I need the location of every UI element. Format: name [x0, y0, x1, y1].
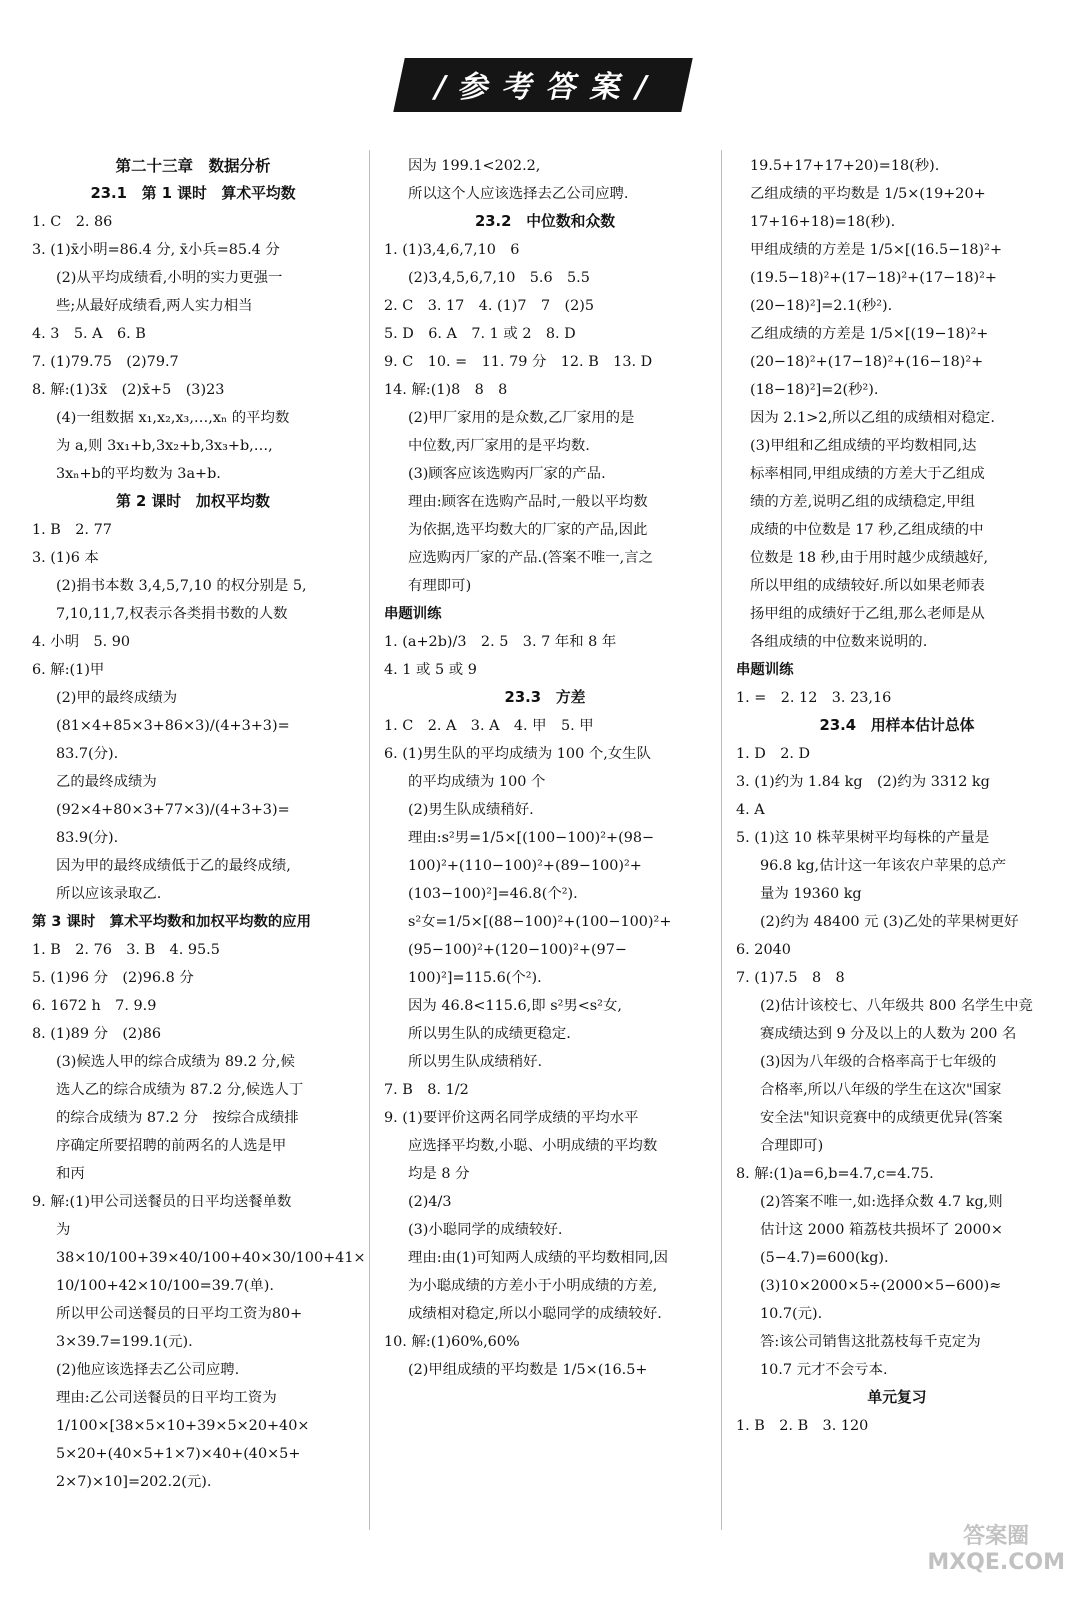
answer-line: 100)²]=115.6(个²). — [408, 970, 542, 986]
answer-line: 甲组成绩的方差是 1/5×[(16.5−18)²+ — [750, 242, 1002, 258]
answer-line: 因为甲的最终成绩低于乙的最终成绩, — [56, 858, 291, 874]
answer-line: (2)他应该选择去乙公司应聘. — [56, 1362, 240, 1378]
answer-line: (20−18)²]=2.1(秒²). — [750, 298, 893, 314]
answer-line: 1. C 2. A 3. A 4. 甲 5. 甲 — [384, 718, 594, 734]
answer-line: (3)因为八年级的合格率高于七年级的 — [760, 1054, 997, 1070]
answer-line: 赛成绩达到 9 分及以上的人数为 200 名 — [760, 1026, 1017, 1042]
answer-line: 所以男生队成绩稍好. — [408, 1054, 543, 1070]
answer-line: 均是 8 分 — [408, 1166, 470, 1182]
answer-line: 1. B 2. 76 3. B 4. 95.5 — [32, 942, 220, 958]
answer-line: 些;从最好成绩看,两人实力相当 — [56, 298, 253, 314]
section-heading: 23.2 中位数和众数 — [474, 213, 616, 230]
answer-line: 9. C 10. = 11. 79 分 12. B 13. D — [384, 354, 653, 370]
watermark-logo — [927, 1524, 1065, 1576]
answer-line: (18−18)²]=2(秒²). — [750, 382, 879, 398]
answer-line: (3)10×2000×5÷(2000×5−600)≈ — [760, 1278, 1002, 1294]
answer-line: 应选购丙厂家的产品.(答案不唯一,言之 — [408, 550, 654, 566]
answer-line: (20−18)²+(17−18)²+(16−18)²+ — [750, 354, 984, 370]
answer-line: 为 a,则 3x₁+b,3x₂+b,3x₃+b,…, — [56, 438, 273, 454]
answer-line: 的平均成绩为 100 个 — [408, 774, 546, 790]
answer-line: 因为 2.1>2,所以乙组的成绩相对稳定. — [750, 410, 995, 426]
answer-line: 乙组成绩的方差是 1/5×[(19−18)²+ — [750, 326, 989, 342]
answer-line: 成绩的中位数是 17 秒,乙组成绩的中 — [750, 522, 984, 538]
answer-line: 所以男生队的成绩更稳定. — [408, 1026, 571, 1042]
answer-line: 合理即可) — [760, 1138, 824, 1154]
answer-line: 6. 解:(1)甲 — [32, 662, 105, 678]
watermark-top: 答案圈 — [963, 1524, 1030, 1549]
answer-line: 有理即可) — [408, 578, 472, 594]
answer-line: (95−100)²+(120−100)²+(97− — [408, 942, 627, 958]
answer-line: 的综合成绩为 87.2 分 按综合成绩排 — [56, 1110, 299, 1126]
answer-line: 成绩相对稳定,所以小聪同学的成绩较好. — [408, 1306, 662, 1322]
answer-line: 10.7 元才不会亏本. — [760, 1362, 888, 1378]
watermark-bottom: MXQE.COM — [927, 1550, 1065, 1575]
answer-line: 4. 小明 5. 90 — [32, 634, 131, 650]
answer-line: 和丙 — [56, 1166, 85, 1182]
answer-line: 5. D 6. A 7. 1 或 2 8. D — [384, 326, 576, 342]
answer-line: 6. 2040 — [736, 942, 791, 958]
section-heading: 23.4 用样本估计总体 — [819, 717, 975, 734]
answer-line: 中位数,丙厂家用的是平均数. — [408, 438, 590, 454]
section-heading: 第二十三章 数据分析 — [115, 157, 271, 175]
answer-line: 6. 1672 h 7. 9.9 — [32, 998, 157, 1014]
answer-line: 10/100+42×10/100=39.7(单). — [56, 1278, 274, 1294]
answer-line: 96.8 kg,估计这一年该农户苹果的总产 — [760, 858, 1007, 874]
answer-line: 所以甲公司送餐员的日平均工资为80+ — [56, 1306, 303, 1322]
answer-line: 3. (1)6 本 — [32, 550, 99, 566]
answer-line: (2)甲组成绩的平均数是 1/5×(16.5+ — [408, 1362, 648, 1378]
answer-line: (2)4/3 — [408, 1194, 452, 1210]
section-heading: 23.3 方差 — [504, 689, 586, 706]
answer-line: 1. C 2. 86 — [32, 214, 113, 230]
answer-line: (3)甲组和乙组成绩的平均数相同,达 — [750, 438, 977, 454]
answer-line: 理由:由(1)可知两人成绩的平均数相同,因 — [408, 1250, 669, 1266]
answer-line: 1. B 2. 77 — [32, 522, 112, 538]
answer-line: 1. = 2. 12 3. 23,16 — [736, 690, 892, 706]
answer-line: 5. (1)96 分 (2)96.8 分 — [32, 970, 194, 986]
section-heading: 23.1 第 1 课时 算术平均数 — [90, 185, 296, 202]
answer-line: 6. (1)男生队的平均成绩为 100 个,女生队 — [384, 746, 651, 762]
answer-line: 3×39.7=199.1(元). — [56, 1334, 193, 1350]
answer-line: 选人乙的综合成绩为 87.2 分,候选人丁 — [56, 1082, 304, 1098]
answer-line: 4. 1 或 5 或 9 — [384, 662, 477, 678]
column-divider — [369, 150, 370, 1530]
answer-line: (2)估计该校七、八年级共 800 名学生中竞 — [760, 998, 1033, 1014]
answer-line: (3)小聪同学的成绩较好. — [408, 1222, 563, 1238]
answer-line: 绩的方差,说明乙组的成绩稳定,甲组 — [750, 494, 976, 510]
answer-line: 100)²+(110−100)²+(89−100)²+ — [408, 858, 642, 874]
answer-line: 乙的最终成绩为 (92×4+80×3+77×3)/(4+3+3)= — [56, 774, 290, 818]
answer-line: 1. B 2. B 3. 120 — [736, 1418, 869, 1434]
answer-line: 7. B 8. 1/2 — [384, 1082, 469, 1098]
section-heading: 单元复习 — [867, 1389, 927, 1406]
answer-line: (103−100)²]=46.8(个²). — [408, 886, 578, 902]
answer-line: 2×7)×10]=202.2(元). — [56, 1474, 212, 1490]
section-heading: 第 2 课时 加权平均数 — [116, 493, 270, 510]
answer-line: (2)男生队成绩稍好. — [408, 802, 534, 818]
column-3 — [736, 152, 1058, 1440]
section-heading: 第 3 课时 算术平均数和加权平均数的应用 — [32, 914, 312, 930]
answer-line: (2)捐书本数 3,4,5,7,10 的权分别是 5, — [56, 578, 307, 594]
answer-line: 83.9(分). — [56, 830, 119, 846]
answer-line: 所以应该录取乙. — [56, 886, 162, 902]
answer-line: 理由:乙公司送餐员的日平均工资为 — [56, 1390, 277, 1406]
answer-line: 合格率,所以八年级的学生在这次"国家 — [760, 1082, 1002, 1098]
answer-line: 7. (1)7.5 8 8 — [736, 970, 845, 986]
answer-line: 5×20+(40×5+1×7)×40+(40×5+ — [56, 1446, 301, 1462]
answer-line: (4)一组数据 x₁,x₂,x₃,…,xₙ 的平均数 — [56, 410, 290, 426]
answer-line: 10. 解:(1)60%,60% — [384, 1334, 520, 1350]
answer-line: (2)甲厂家用的是众数,乙厂家用的是 — [408, 410, 635, 426]
answer-line: 理由:顾客在选购产品时,一般以平均数 — [408, 494, 648, 510]
answer-line: 1/100×[38×5×10+39×5×20+40× — [56, 1418, 310, 1434]
answer-line: (2)答案不唯一,如:选择众数 4.7 kg,则 — [760, 1194, 1003, 1210]
answer-line: 各组成绩的中位数来说明的. — [750, 634, 928, 650]
answer-line: 3. (1)x̄小明=86.4 分, x̄小兵=85.4 分 — [32, 242, 280, 258]
answer-line: 安全法"知识竞赛中的成绩更优异(答案 — [760, 1110, 1003, 1126]
answer-line: 9. (1)要评价这两名同学成绩的平均水平 — [384, 1110, 639, 1126]
answer-line: 序确定所要招聘的前两名的人选是甲 — [56, 1138, 287, 1154]
answer-banner — [0, 58, 1085, 112]
answer-line: 1. (1)3,4,6,7,10 6 — [384, 242, 520, 258]
answer-line: (2)从平均成绩看,小明的实力更强一 — [56, 270, 283, 286]
answer-line: 因为 46.8<115.6,即 s²男<s²女, — [408, 998, 622, 1014]
answer-line: (2)甲的最终成绩为 (81×4+85×3+86×3)/(4+3+3)= — [56, 690, 290, 734]
answer-line: 扬甲组的成绩好于乙组,那么老师是从 — [750, 606, 985, 622]
answer-line: 8. 解:(1)3x̄ (2)x̄+5 (3)23 — [32, 382, 225, 398]
answer-line: 3. (1)约为 1.84 kg (2)约为 3312 kg — [736, 774, 990, 790]
answer-line: 9. 解:(1)甲公司送餐员的日平均送餐单数 — [32, 1194, 292, 1210]
column-2 — [384, 152, 706, 1384]
column-divider — [721, 150, 722, 1530]
answer-line: (2)约为 48400 元 (3)乙处的苹果树更好 — [760, 914, 1019, 930]
answer-line: 乙组成绩的平均数是 1/5×(19+20+ — [750, 186, 986, 202]
answer-line: 1. (a+2b)/3 2. 5 3. 7 年和 8 年 — [384, 634, 617, 650]
answer-line: 19.5+17+17+20)=18(秒). — [750, 158, 940, 174]
answer-line: 4. A — [736, 802, 765, 818]
answer-line: (5−4.7)=600(kg). — [760, 1250, 889, 1266]
answer-line: 10.7(元). — [760, 1306, 823, 1322]
answer-line: 应选择平均数,小聪、小明成绩的平均数 — [408, 1138, 658, 1154]
answer-line: 所以这个人应该选择去乙公司应聘. — [408, 186, 629, 202]
answer-line: s²女=1/5×[(88−100)²+(100−100)²+ — [408, 914, 672, 930]
answer-line: 量为 19360 kg — [760, 886, 862, 902]
section-heading: 串题训练 — [736, 662, 794, 678]
answer-line: 为依据,选平均数大的厂家的产品,因此 — [408, 522, 648, 538]
section-heading: 串题训练 — [384, 606, 442, 622]
answer-line: 理由:s²男=1/5×[(100−100)²+(98− — [408, 830, 655, 846]
answer-line: 答:该公司销售这批荔枝每千克定为 — [760, 1334, 981, 1350]
answer-line: 17+16+18)=18(秒). — [750, 214, 896, 230]
answer-line: 因为 199.1<202.2, — [408, 158, 541, 174]
answer-line: 所以甲组的成绩较好.所以如果老师表 — [750, 578, 985, 594]
answer-line: 1. D 2. D — [736, 746, 811, 762]
answer-line: 标率相同,甲组成绩的方差大于乙组成 — [750, 466, 985, 482]
answer-line: (3)候选人甲的综合成绩为 89.2 分,候 — [56, 1054, 295, 1070]
answer-line: 83.7(分). — [56, 746, 119, 762]
answer-line: 2. C 3. 17 4. (1)7 7 (2)5 — [384, 298, 595, 314]
answer-line: 4. 3 5. A 6. B — [32, 326, 146, 342]
answer-line: 为 38×10/100+39×40/100+40×30/100+41× — [56, 1222, 366, 1266]
answer-line: (2)3,4,5,6,7,10 5.6 5.5 — [408, 270, 590, 286]
answer-line: 8. 解:(1)a=6,b=4.7,c=4.75. — [736, 1166, 934, 1182]
answer-line: 位数是 18 秒,由于用时越少成绩越好, — [750, 550, 989, 566]
answer-line: 为小聪成绩的方差小于小明成绩的方差, — [408, 1278, 658, 1294]
banner-title: /参考答案/ — [393, 58, 692, 112]
answer-line: (19.5−18)²+(17−18)²+(17−18)²+ — [750, 270, 997, 286]
answer-line: 估计这 2000 箱荔枝共损坏了 2000× — [760, 1222, 1003, 1238]
answer-line: (3)顾客应该选购丙厂家的产品. — [408, 466, 606, 482]
column-1 — [32, 152, 366, 1496]
answer-line: 7. (1)79.75 (2)79.7 — [32, 354, 179, 370]
answer-line: 14. 解:(1)8 8 8 — [384, 382, 508, 398]
answer-line: 3xₙ+b的平均数为 3a+b. — [56, 466, 221, 482]
answer-line: 8. (1)89 分 (2)86 — [32, 1026, 162, 1042]
answer-line: 5. (1)这 10 株苹果树平均每株的产量是 — [736, 830, 990, 846]
answer-line: 7,10,11,7,权表示各类捐书数的人数 — [56, 606, 288, 622]
